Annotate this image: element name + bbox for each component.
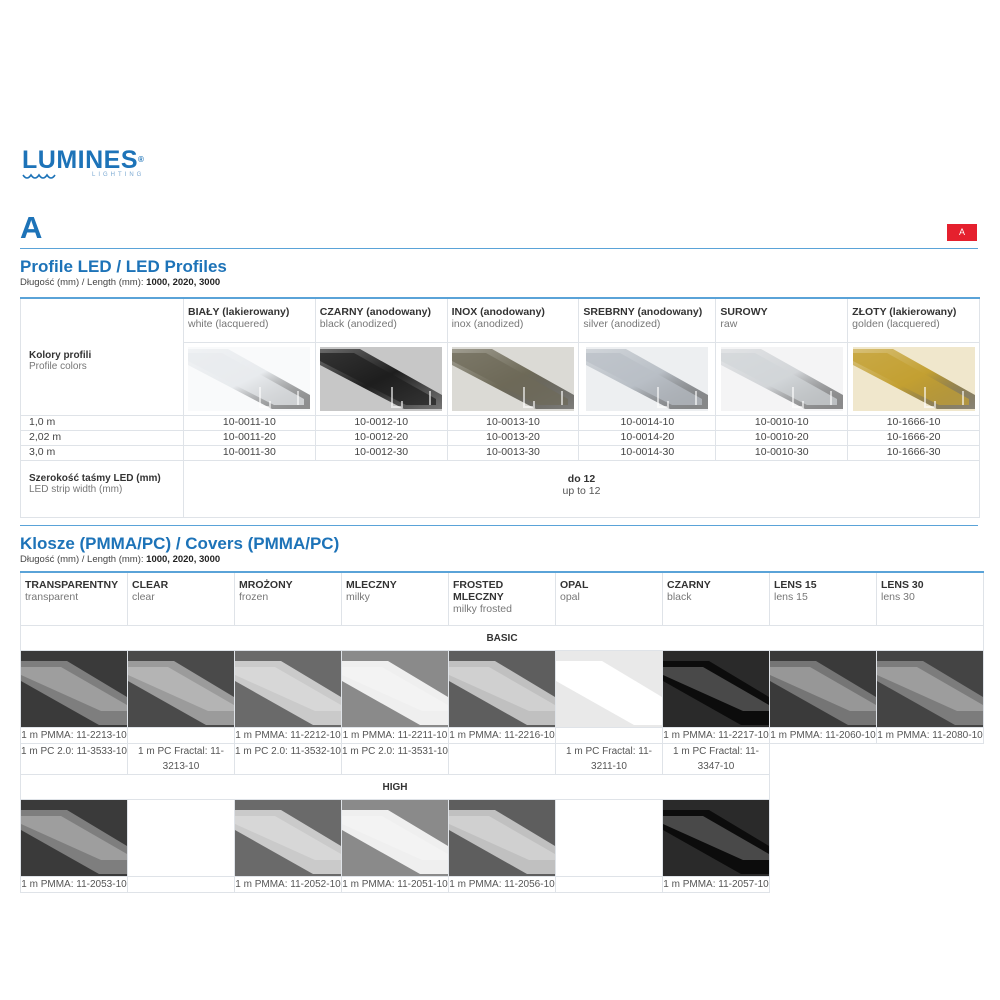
cover-image	[770, 651, 876, 727]
profile-image-cell	[716, 343, 848, 416]
cover-column-header: CLEAR clear	[128, 572, 235, 626]
cover-image	[663, 651, 769, 727]
cover-column-header: FROSTED MLECZNY milky frosted	[449, 572, 556, 626]
cover-code: 1 m PC Fractal: 11-3347-10	[663, 744, 770, 775]
high-section-label: HIGH	[21, 775, 770, 800]
strip-width-value: do 12 up to 12	[184, 461, 980, 518]
cover-image-cell	[663, 800, 770, 877]
profile-column-header: SREBRNY (anodowany) silver (anodized)	[579, 298, 716, 343]
cover-image-cell	[21, 800, 128, 877]
product-code: 10-0011-10	[184, 416, 316, 431]
cover-image-cell	[556, 800, 663, 877]
cover-code: 1 m PMMA: 11-2080-10	[877, 728, 984, 744]
profile-colors-label: Kolory profili Profile colors	[21, 298, 184, 416]
cover-image-cell	[21, 651, 128, 728]
cover-image-cell	[235, 651, 342, 728]
product-code: 10-0013-10	[447, 416, 579, 431]
product-code: 10-0011-30	[184, 446, 316, 461]
profile-image	[188, 347, 310, 411]
cover-image-cell	[128, 800, 235, 877]
cover-image-cell	[449, 800, 556, 877]
cover-image	[663, 800, 769, 876]
covers-length: Długość (mm) / Length (mm): 1000, 2020, 3000	[20, 554, 221, 565]
profile-column-header: SUROWY raw	[716, 298, 848, 343]
cover-code: 1 m PMMA: 11-2052-10	[235, 877, 342, 893]
cover-code	[128, 728, 235, 744]
cover-image-cell	[128, 651, 235, 728]
product-code: 10-0014-10	[579, 416, 716, 431]
product-code: 10-0012-20	[315, 431, 447, 446]
cover-image	[21, 800, 127, 876]
profile-column-header: ZŁOTY (lakierowany) golden (lacquered)	[848, 298, 980, 343]
brand-logo	[22, 145, 172, 185]
cover-code: 1 m PMMA: 11-2057-10	[663, 877, 770, 893]
cover-image	[235, 651, 341, 727]
profile-image	[586, 347, 708, 411]
length-cell: 2,02 m	[21, 431, 184, 446]
cover-column-header: LENS 15 lens 15	[770, 572, 877, 626]
profile-image-cell	[184, 343, 316, 416]
profile-column-header: BIAŁY (lakierowany) white (lacquered)	[184, 298, 316, 343]
cover-code: 1 m PMMA: 11-2056-10	[449, 877, 556, 893]
cover-code	[449, 744, 556, 775]
product-code: 10-1666-20	[848, 431, 980, 446]
cover-code: 1 m PMMA: 11-2212-10	[235, 728, 342, 744]
cover-column-header: MROŻONY frozen	[235, 572, 342, 626]
divider	[20, 248, 978, 249]
cover-image-cell	[342, 651, 449, 728]
cover-code: 1 m PMMA: 11-2216-10	[449, 728, 556, 744]
cover-image	[342, 651, 448, 727]
covers-table	[20, 571, 984, 893]
cover-code	[128, 877, 235, 893]
cover-image-cell	[663, 651, 770, 728]
table-row	[21, 431, 980, 446]
cover-image	[449, 651, 555, 727]
cover-code: 1 m PC 2.0: 11-3533-10	[21, 744, 128, 775]
profiles-title: Profile LED / LED Profiles	[20, 257, 227, 276]
brand-sub: LIGHTING	[92, 172, 145, 178]
product-code: 10-0014-20	[579, 431, 716, 446]
cover-image	[449, 800, 555, 876]
cover-code	[556, 877, 663, 893]
cover-code: 1 m PMMA: 11-2217-10	[663, 728, 770, 744]
cover-code: 1 m PMMA: 11-2051-10	[342, 877, 449, 893]
profile-image	[452, 347, 574, 411]
cover-image	[235, 800, 341, 876]
profile-image	[853, 347, 975, 411]
brand-reg: ®	[138, 155, 145, 164]
cover-code: 1 m PMMA: 11-2213-10	[21, 728, 128, 744]
empty-cell	[770, 775, 984, 800]
length-cell: 3,0 m	[21, 446, 184, 461]
cover-image	[342, 800, 448, 876]
cover-column-header: CZARNY black	[663, 572, 770, 626]
cover-code: 1 m PMMA: 11-2211-10	[342, 728, 449, 744]
table-row	[21, 446, 980, 461]
product-code: 10-0013-30	[447, 446, 579, 461]
cover-code: 1 m PMMA: 11-2053-10	[21, 877, 128, 893]
profile-column-header: CZARNY (anodowany) black (anodized)	[315, 298, 447, 343]
cover-code: 1 m PC Fractal: 11-3213-10	[128, 744, 235, 775]
brand-name: LUMINES	[22, 146, 138, 174]
wave-icon	[22, 173, 56, 181]
section-letter: A	[20, 210, 43, 245]
cover-image	[556, 651, 662, 727]
divider	[20, 525, 978, 526]
cover-image-cell	[449, 651, 556, 728]
cover-image	[128, 651, 234, 727]
table-row	[21, 416, 980, 431]
product-code: 10-0014-30	[579, 446, 716, 461]
profile-image-cell	[579, 343, 716, 416]
product-code: 10-0013-20	[447, 431, 579, 446]
cover-image-cell	[235, 800, 342, 877]
product-code: 10-1666-30	[848, 446, 980, 461]
cover-column-header: MLECZNY milky	[342, 572, 449, 626]
covers-title: Klosze (PMMA/PC) / Covers (PMMA/PC)	[20, 534, 340, 553]
cover-column-header: OPAL opal	[556, 572, 663, 626]
cover-image	[21, 651, 127, 727]
product-code: 10-0010-10	[716, 416, 848, 431]
product-code: 10-0012-30	[315, 446, 447, 461]
product-code: 10-0011-20	[184, 431, 316, 446]
profile-image	[721, 347, 843, 411]
cover-code: 1 m PMMA: 11-2060-10	[770, 728, 877, 744]
empty-cell	[770, 744, 984, 775]
profile-image-cell	[447, 343, 579, 416]
cover-column-header: LENS 30 lens 30	[877, 572, 984, 626]
product-code: 10-0010-20	[716, 431, 848, 446]
cover-image-cell	[342, 800, 449, 877]
profile-image	[320, 347, 442, 411]
cover-code: 1 m PC 2.0: 11-3531-10	[342, 744, 449, 775]
length-cell: 1,0 m	[21, 416, 184, 431]
cover-code	[556, 728, 663, 744]
profile-image-cell	[848, 343, 980, 416]
cover-code: 1 m PC 2.0: 11-3532-10	[235, 744, 342, 775]
product-code: 10-0012-10	[315, 416, 447, 431]
cover-image-cell	[770, 651, 877, 728]
cover-image	[877, 651, 983, 727]
empty-cell	[770, 800, 984, 877]
cover-image-cell	[556, 651, 663, 728]
section-badge: A	[947, 224, 977, 241]
product-code: 10-0010-30	[716, 446, 848, 461]
basic-section-label: BASIC	[21, 626, 984, 651]
cover-code: 1 m PC Fractal: 11-3211-10	[556, 744, 663, 775]
profiles-length: Długość (mm) / Length (mm): 1000, 2020, 3000	[20, 277, 221, 288]
cover-image-cell	[877, 651, 984, 728]
profile-column-header: INOX (anodowany) inox (anodized)	[447, 298, 579, 343]
cover-column-header: TRANSPARENTNY transparent	[21, 572, 128, 626]
profile-image-cell	[315, 343, 447, 416]
product-code: 10-1666-10	[848, 416, 980, 431]
strip-width-label: Szerokość taśmy LED (mm) LED strip width (mm)	[21, 461, 184, 518]
empty-cell	[770, 877, 984, 893]
profiles-table	[20, 297, 980, 518]
